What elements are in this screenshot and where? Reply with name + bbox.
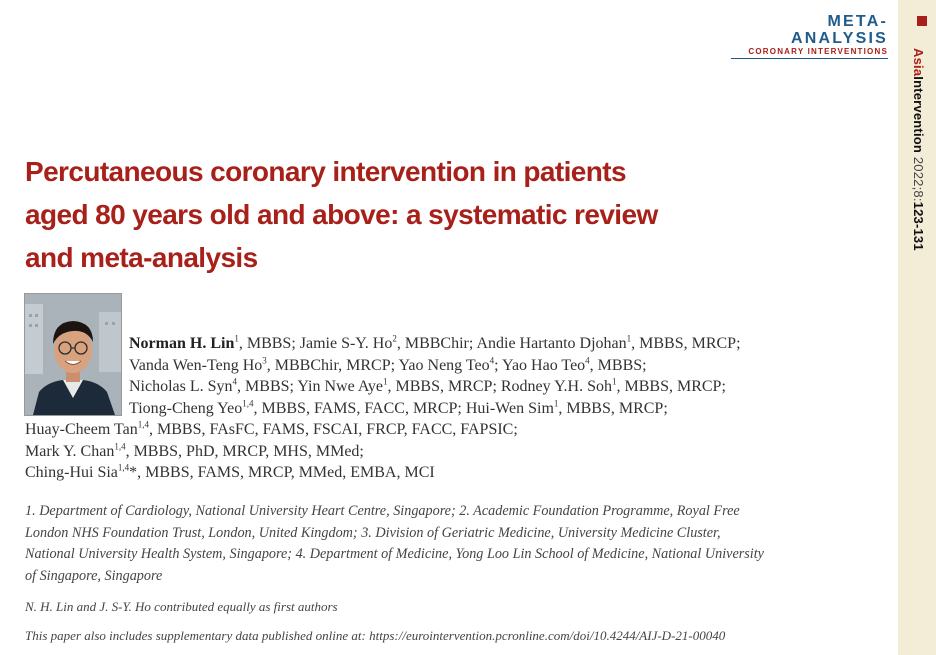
author-line	[25, 441, 885, 463]
author-text: , MBBS, MRCP;	[616, 378, 726, 395]
author-line	[25, 462, 885, 484]
title-line-1: Percutaneous coronary intervention in patients	[25, 156, 626, 187]
affiliation-sup: 1	[612, 376, 617, 387]
affiliation-sup: 1,4	[117, 462, 130, 473]
affiliation-line-2: London NHS Foundation Trust, London, United Kingdom; 3. Division of Geriatric Medicine, University Medicine Cluster,	[25, 524, 721, 541]
author-text: Ching-Hui Sia	[25, 464, 118, 481]
author-text: , MBBS, MRCP;	[558, 399, 668, 417]
journal-name-part1: Asia	[911, 48, 926, 77]
author-text: Huay-Cheem Tan	[25, 421, 138, 438]
author-text: , MBBS, FAsFC, FAMS, FSCAI, FRCP, FACC, FAPSIC;	[149, 421, 518, 438]
author-text: , MBBChir; Andie Hartanto Djohan	[396, 335, 627, 352]
affiliation-sup: 4	[585, 355, 590, 366]
author-text: Vanda Wen-Teng Ho	[129, 356, 263, 374]
author-text: , MBBChir, MRCP; Yao Neng Teo	[266, 356, 490, 374]
author-line	[25, 376, 885, 398]
journal-year-volume: 2022;8:	[911, 153, 926, 202]
affiliation-sup: 1,4	[137, 419, 150, 430]
section-label-main: META-ANALYSIS	[790, 13, 888, 47]
affiliation-line-3: National University Health System, Singapore; 4. Department of Medicine, Yong Loo Lin School of Medicine, National University	[25, 546, 764, 562]
affiliation-sup: 1	[383, 376, 388, 387]
affiliation-sup: 3	[262, 355, 267, 366]
affiliations	[25, 501, 875, 587]
author-text: , MBBS, MRCP; Rodney Y.H. Soh	[387, 378, 613, 395]
journal-marker-square	[917, 16, 927, 26]
author-text: Nicholas L. Syn	[129, 378, 233, 395]
affiliation-line-4: of Singapore, Singapore	[25, 567, 163, 584]
affiliation-sup: 1,4	[242, 398, 254, 409]
author-text: Tiong-Cheng Yeo	[129, 399, 243, 417]
affiliation-sup: 1	[553, 398, 559, 409]
author-text: *, MBBS, FAMS, MRCP, MMed, EMBA, MCI	[129, 464, 435, 481]
author-text: , MBBS; Jamie S-Y. Ho	[238, 335, 393, 352]
journal-pages: 123-131	[911, 201, 926, 251]
affiliation-sup: 4	[232, 376, 238, 387]
author-text: , MBBS; Yin Nwe Aye	[237, 378, 383, 395]
author-text: , MBBS, MRCP;	[631, 335, 741, 352]
equal-contribution-note: N. H. Lin and J. S-Y. Ho contributed equally as first authors	[25, 599, 338, 614]
author-line	[25, 398, 885, 420]
author-text: , MBBS;	[589, 356, 647, 374]
supplementary-data-note: This paper also includes supplementary data published online at: https://eurointervention.pcronline.com/doi/10.4244/AIJ-D-21-00040	[25, 628, 726, 643]
affiliation-sup: 1	[234, 333, 239, 344]
journal-citation	[911, 48, 926, 251]
affiliation-sup: 1,4	[114, 441, 126, 452]
title-line-2: aged 80 years old and above: a systematic review	[25, 199, 658, 230]
author-line	[25, 419, 885, 441]
journal-name-part2: Intervention	[911, 76, 926, 154]
author-line	[25, 355, 885, 377]
affiliation-sup: 4	[489, 355, 495, 366]
affiliation-sup: 2	[392, 333, 397, 344]
section-label	[731, 13, 888, 59]
author-line	[25, 333, 885, 355]
author-list	[25, 333, 885, 484]
paper-title	[25, 150, 785, 279]
author-text: ; Yao Hao Teo	[494, 356, 586, 374]
author-text: , MBBS, FAMS, FACC, MRCP; Hui-Wen Sim	[253, 399, 554, 417]
section-label-sub: CORONARY INTERVENTIONS	[731, 47, 888, 59]
affiliation-sup: 1	[626, 333, 632, 344]
first-author-name: Norman H. Lin	[129, 335, 235, 352]
author-text: Mark Y. Chan	[25, 442, 115, 460]
author-text: , MBBS, PhD, MRCP, MHS, MMed;	[125, 442, 364, 460]
title-line-3: and meta-analysis	[25, 242, 258, 273]
affiliation-line-1: 1. Department of Cardiology, National University Heart Centre, Singapore; 2. Academic Foundation Programme, Royal Free	[25, 503, 740, 519]
